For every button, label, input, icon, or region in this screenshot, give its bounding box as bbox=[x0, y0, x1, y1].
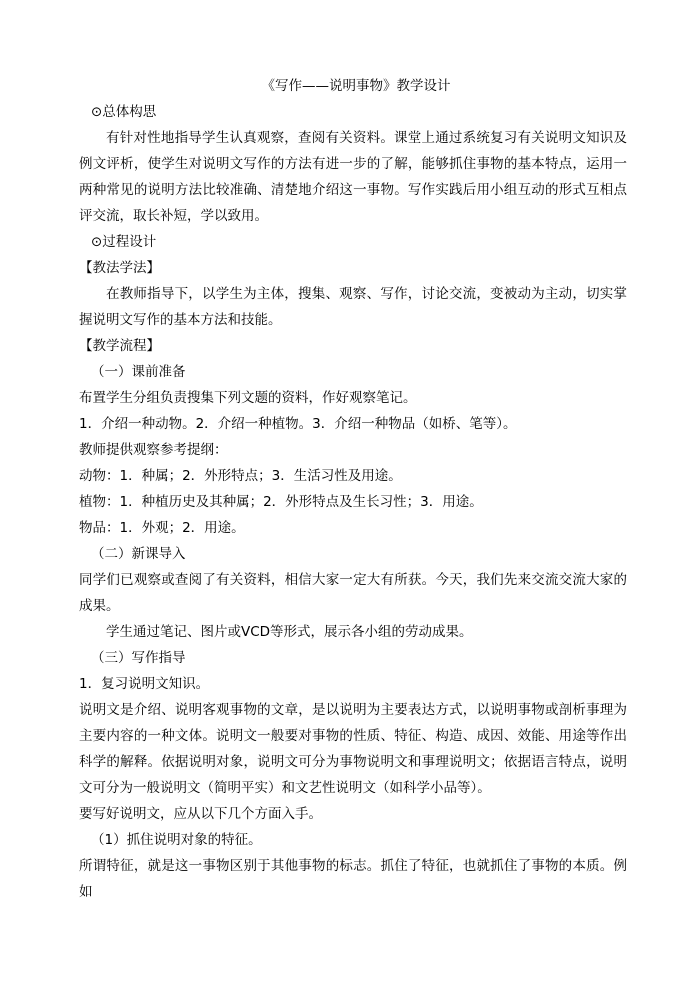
document-body bbox=[79, 73, 627, 905]
paragraph: 有针对性地指导学生认真观察，查阅有关资料。课堂上通过系统复习有关说明文知识及例文评析，使学生对说明文写作的方法有进一步的了解，能够抓住事物的基本特点，运用一两种常见的说明方法比较准确、清楚地介绍这一事物。写作实践后用小组互动的形式互相点评交流，取长补短，学以致用。 bbox=[79, 130, 627, 224]
paragraph: （1）抓住说明对象的特征。 bbox=[91, 832, 262, 848]
document-title: 《写作——说明事物》教学设计 bbox=[261, 78, 451, 94]
paragraph: 动物：1．种属；2．外形特点；3．生活习性及用途。 bbox=[79, 468, 402, 484]
subsection-heading: 【教学流程】 bbox=[79, 338, 160, 354]
paragraph: 在教师指导下，以学生为主体，搜集、观察、写作，讨论交流，变被动为主动，切实掌握说明文写作的基本方法和技能。 bbox=[79, 286, 627, 328]
step-heading: （一）课前准备 bbox=[91, 364, 186, 380]
paragraph: 1．复习说明文知识。 bbox=[79, 676, 210, 692]
paragraph: 物品：1．外观；2．用途。 bbox=[79, 520, 245, 536]
paragraph: 植物：1．种植历史及其种属；2．外形特点及生长习性；3．用途。 bbox=[79, 494, 483, 510]
step-heading: （二）新课导入 bbox=[91, 546, 186, 562]
paragraph: 要写好说明文，应从以下几个方面入手。 bbox=[79, 806, 322, 822]
paragraph: 教师提供观察参考提纲： bbox=[79, 442, 228, 458]
paragraph: 学生通过笔记、图片或VCD等形式，展示各小组的劳动成果。 bbox=[106, 624, 473, 640]
paragraph: 所谓特征，就是这一事物区别于其他事物的标志。抓住了特征，也就抓住了事物的本质。例如 bbox=[79, 858, 627, 900]
section-heading: ⊙过程设计 bbox=[91, 234, 157, 250]
section-heading: ⊙总体构思 bbox=[91, 104, 157, 120]
paragraph: 同学们已观察或查阅了有关资料，相信大家一定大有所获。今天，我们先来交流交流大家的成果。 bbox=[79, 572, 627, 614]
paragraph: 1．介绍一种动物。2．介绍一种植物。3．介绍一种物品（如桥、笔等）。 bbox=[79, 416, 517, 432]
step-heading: （三）写作指导 bbox=[91, 650, 186, 666]
paragraph: 布置学生分组负责搜集下列文题的资料，作好观察笔记。 bbox=[79, 390, 417, 406]
subsection-heading: 【教法学法】 bbox=[79, 260, 160, 276]
paragraph: 说明文是介绍、说明客观事物的文章，是以说明为主要表达方式，以说明事物或剖析事理为主要内容的一种文体。说明文一般要对事物的性质、特征、构造、成因、效能、用途等作出科学的解释。依据说明对象，说明文可分为事物说明文和事理说明文；依据语言特点，说明文可分为一般说明文（简明平实）和文艺性说明文（如科学小品等）。 bbox=[79, 702, 627, 796]
